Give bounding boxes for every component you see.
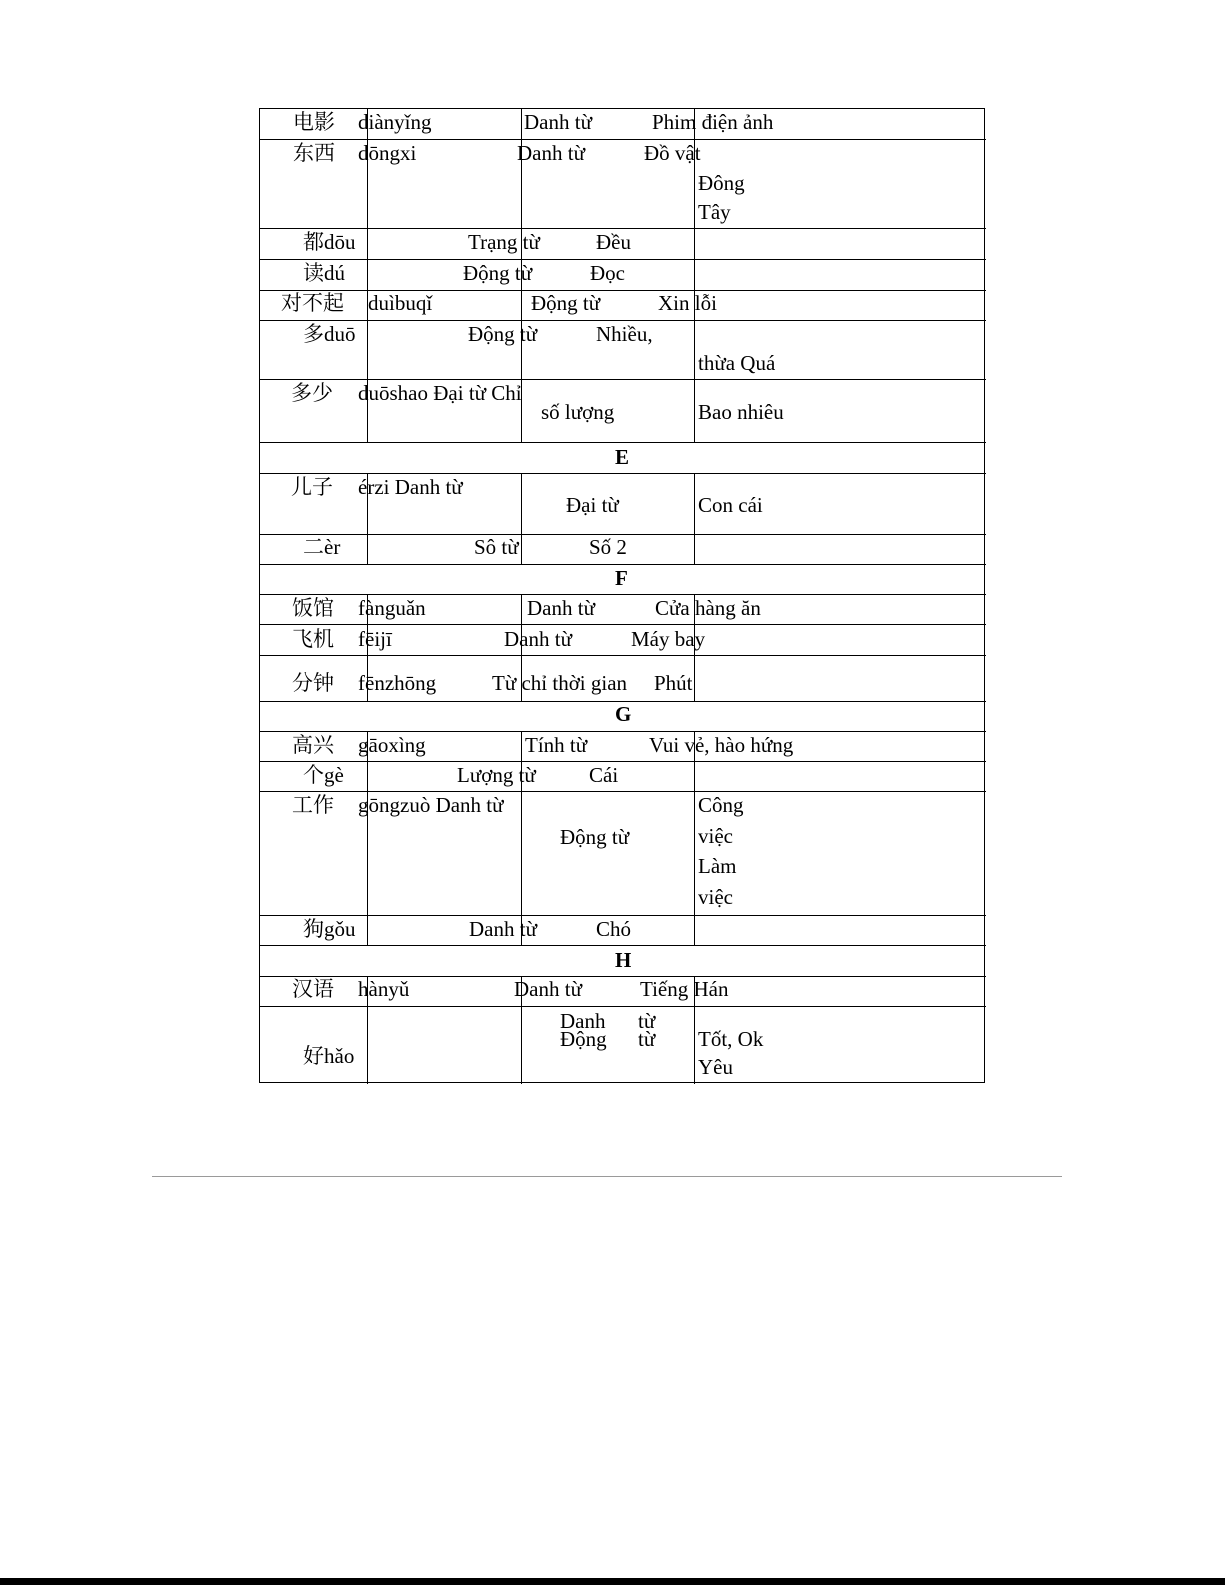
row-gong-zuo-cell: việc [698,824,733,848]
row-duo-cell: Động từ [468,322,538,346]
table-row-divider [260,1006,986,1007]
row-dong-xi-cell: Tây [698,200,731,224]
row-fei-ji-cell: 飞机 [292,627,334,651]
row-duo-cell: Nhiều, [596,322,653,346]
row-dian-ying-cell: Phim điện ảnh [652,110,774,134]
section-e-cell: E [615,445,630,469]
row-fei-ji-cell: fēijī [358,627,392,651]
row-dian-ying-cell: Danh từ [524,110,592,134]
row-duo-shao-cell: duōshao Đại từ Chỉ [358,381,522,405]
table-row-divider [260,915,986,916]
table-row-divider [260,259,986,260]
row-dou-cell: Đều [596,230,631,254]
row-ge-cell: 个gè [303,763,344,787]
row-fei-ji-cell: Máy bay [631,627,706,651]
table-row-divider [260,945,986,946]
row-duo-shao-cell: Bao nhiêu [698,400,784,424]
table-row-divider [260,761,986,762]
row-fei-ji-cell: Danh từ [504,627,572,651]
row-er-cell: Sô từ [474,535,519,559]
table-column-divider [521,473,522,564]
row-gou-cell: Danh từ [469,917,537,941]
row-gao-xing-cell: gāoxìng [358,733,426,757]
row-gong-zuo-cell: gōngzuò Danh từ [358,793,504,817]
row-du-cell: Đọc [590,261,625,285]
table-row-divider [260,379,986,380]
row-gong-zuo-cell: Làm [698,854,737,878]
row-hao-cell: từ [638,1027,656,1051]
row-dong-xi-cell: Đông [698,171,745,195]
table-row-divider [260,228,986,229]
row-han-yu-cell: hànyǔ [358,977,410,1001]
row-hao-cell: Danh [560,1009,606,1033]
row-du-cell: Động từ [463,261,533,285]
row-dou-cell: 都dōu [303,230,356,254]
row-er-zi-cell: Đại từ [566,493,619,517]
table-row-divider [260,731,986,732]
row-fen-zhong-cell: 分钟 [292,671,334,695]
table-column-divider [694,731,695,945]
row-gao-xing-cell: Tính từ [525,733,588,757]
row-duo-shao-cell: số lượng [541,400,615,424]
row-duo-shao-cell: 多少 [291,381,333,405]
row-ge-cell: Lượng từ [457,763,536,787]
row-er-zi-cell: 儿子 [291,475,333,499]
row-dui-bu-qi-cell: 对不起 [281,291,344,315]
row-fan-guan-cell: Danh từ [527,596,595,620]
row-dong-xi-cell: Danh từ [517,141,585,165]
vocabulary-table [259,108,985,1083]
row-ge-cell: Cái [589,763,619,787]
row-gao-xing-cell: 高兴 [292,733,334,757]
row-dian-ying-cell: diànyǐng [358,110,432,134]
row-dian-ying-cell: 电影 [293,110,335,134]
row-han-yu-cell: Danh từ [514,977,582,1001]
table-row-divider [260,594,986,595]
row-fan-guan-cell: fànguǎn [358,596,426,620]
row-han-yu-cell: 汉语 [292,977,334,1001]
row-dou-cell: Trạng từ [468,230,540,254]
row-gong-zuo-cell: Động từ [560,825,630,849]
row-dong-xi-cell: Đồ vật [644,141,701,165]
row-dong-xi-cell: dōngxi [358,141,417,165]
row-er-cell: 二èr [303,535,341,559]
row-fan-guan-cell: Cửa hàng ăn [655,596,761,620]
row-duo-cell: 多duō [303,322,356,346]
row-fan-guan-cell: 饭馆 [292,596,334,620]
table-row-divider [260,655,986,656]
row-hao-cell: Động [560,1027,607,1051]
row-dui-bu-qi-cell: Động từ [531,291,601,315]
row-er-zi-cell: érzi Danh từ [358,475,463,499]
row-er-cell: Số 2 [589,535,627,559]
row-er-zi-cell: Con cái [698,493,763,517]
row-dui-bu-qi-cell: duìbuqǐ [368,291,433,315]
table-column-divider [367,731,368,945]
page-footer-rule [152,1176,1062,1177]
row-dui-bu-qi-cell: Xin lỗi [658,291,717,315]
row-duo-cell: thừa Quá [698,351,776,375]
row-gou-cell: 狗gǒu [303,917,356,941]
table-row-divider [260,564,986,565]
row-fen-zhong-cell: fēnzhōng [358,671,437,695]
page-bottom-edge [0,1578,1225,1585]
section-g-cell: G [615,702,632,726]
row-du-cell: 读dú [303,261,345,285]
row-han-yu-cell: Tiếng Hán [640,977,729,1001]
table-row-divider [260,139,986,140]
table-row-divider [260,320,986,321]
row-gou-cell: Chó [596,917,632,941]
row-fen-zhong-cell: Phút [654,671,693,695]
row-hao-cell: Yêu [698,1055,733,1079]
row-gao-xing-cell: Vui vẻ, hào hứng [649,733,794,757]
table-row-divider [260,473,986,474]
table-row-divider [260,791,986,792]
row-hao-cell: Tốt, Ok [698,1027,764,1051]
table-row-divider [260,442,986,443]
row-gong-zuo-cell: Công [698,793,744,817]
table-column-divider [694,473,695,564]
row-dong-xi-cell: 东西 [293,141,335,165]
row-gong-zuo-cell: 工作 [292,793,334,817]
table-row-divider [260,624,986,625]
section-h-cell: H [615,948,632,972]
row-hao-cell: 好hǎo [303,1044,355,1068]
row-fen-zhong-cell: Từ chỉ thời gian [492,671,628,695]
row-hao-cell: từ [638,1009,656,1033]
section-f-cell: F [615,566,628,590]
row-gong-zuo-cell: việc [698,885,733,909]
